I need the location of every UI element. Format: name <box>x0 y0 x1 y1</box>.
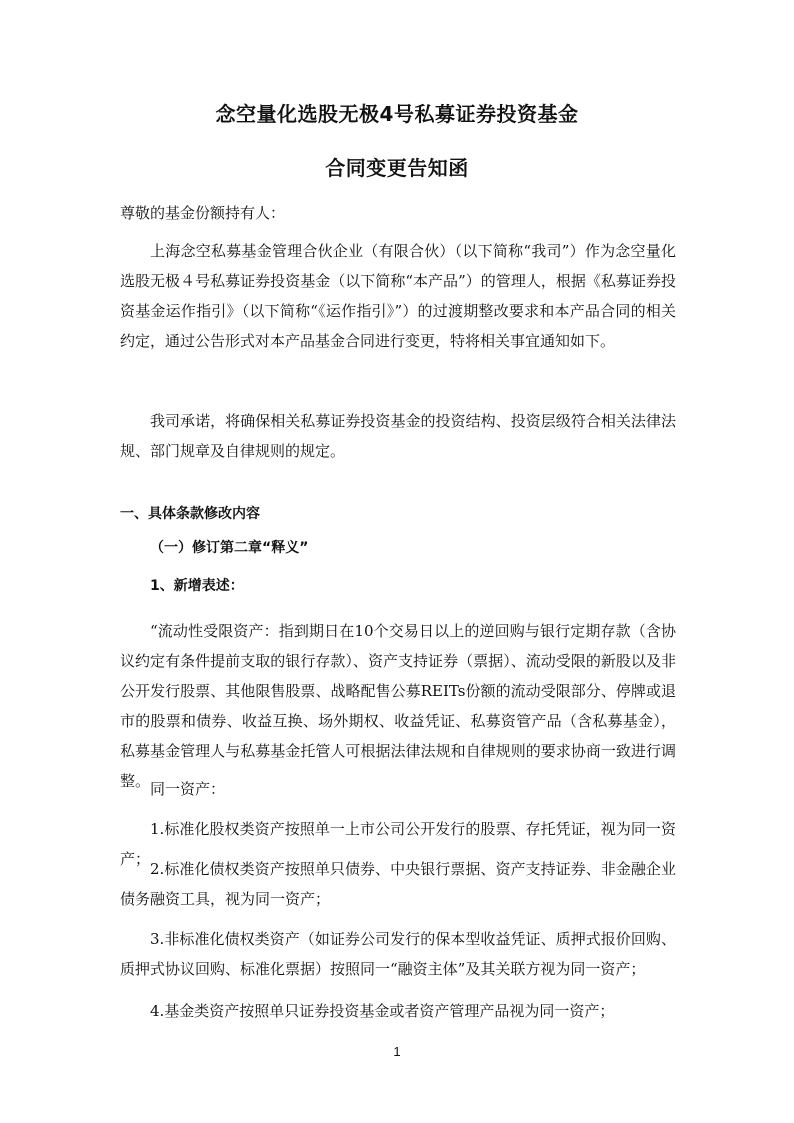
page-number: 1 <box>393 1044 401 1059</box>
subsection-heading: （一）修订第二章“释义” <box>150 540 309 556</box>
intro-paragraph: 上海念空私募基金管理合伙企业（有限合伙）（以下简称“我司”）作为念空量化选股无极４号私募证券投资基金（以下简称“本产品”）的管理人，根据《私募证券投资基金运作指引》（以下简称“《运作指引》”）的过渡期整改要求和本产品合同的相关约定，通过公告形式对本产品基金合同进行变更，特将相关事宜通知如下。 <box>120 242 676 350</box>
definition-paragraph: “流动性受限资产：指到期日在10个交易日以上的逆回购与银行定期存款（含协议约定有条件提前支取的银行存款）、资产支持证券（票据）、流动受限的新股以及非公开发行股票、其他限售股票、战略配售公募REITs份额的流动受限部分、停牌或退市的股票和债券、收益互换、场外期权、收益凭证、私募资管产品（含私募基金），私募基金管理人与私募基金托管人可根据法律法规和自律规则的要求协商一致进行调整。 <box>120 622 676 790</box>
same-asset-item: 2.标准化债权类资产按照单只债券、中央银行票据、资产支持证券、非金融企业债务融资工具，视为同一资产； <box>120 860 676 908</box>
same-asset-item: 4.基金类资产按照单只证券投资基金或者资产管理产品视为同一资产； <box>150 1002 615 1020</box>
commitment-paragraph: 我司承诺，将确保相关私募证券投资基金的投资结构、投资层级符合相关法律法规、部门规章及自律规则的规定。 <box>120 412 676 460</box>
document-title: 念空量化选股无极4号私募证券投资基金 <box>215 102 579 126</box>
same-asset-item: 3.非标准化债权类资产（如证券公司发行的保本型收益凭证、质押式报价回购、质押式协议回购、标准化票据）按照同一“融资主体”及其关联方视为同一资产； <box>120 930 676 978</box>
item-heading: 1、新增表述： <box>150 578 244 594</box>
document-subtitle: 合同变更告知函 <box>325 156 469 180</box>
salutation: 尊敬的基金份额持有人： <box>120 204 286 222</box>
same-asset-item: 1.标准化股权类资产按照单一上市公司公开发行的股票、存托凭证，视为同一资产； <box>120 820 676 868</box>
same-asset-label: 同一资产： <box>150 780 226 798</box>
section-heading: 一、具体条款修改内容 <box>120 506 260 522</box>
